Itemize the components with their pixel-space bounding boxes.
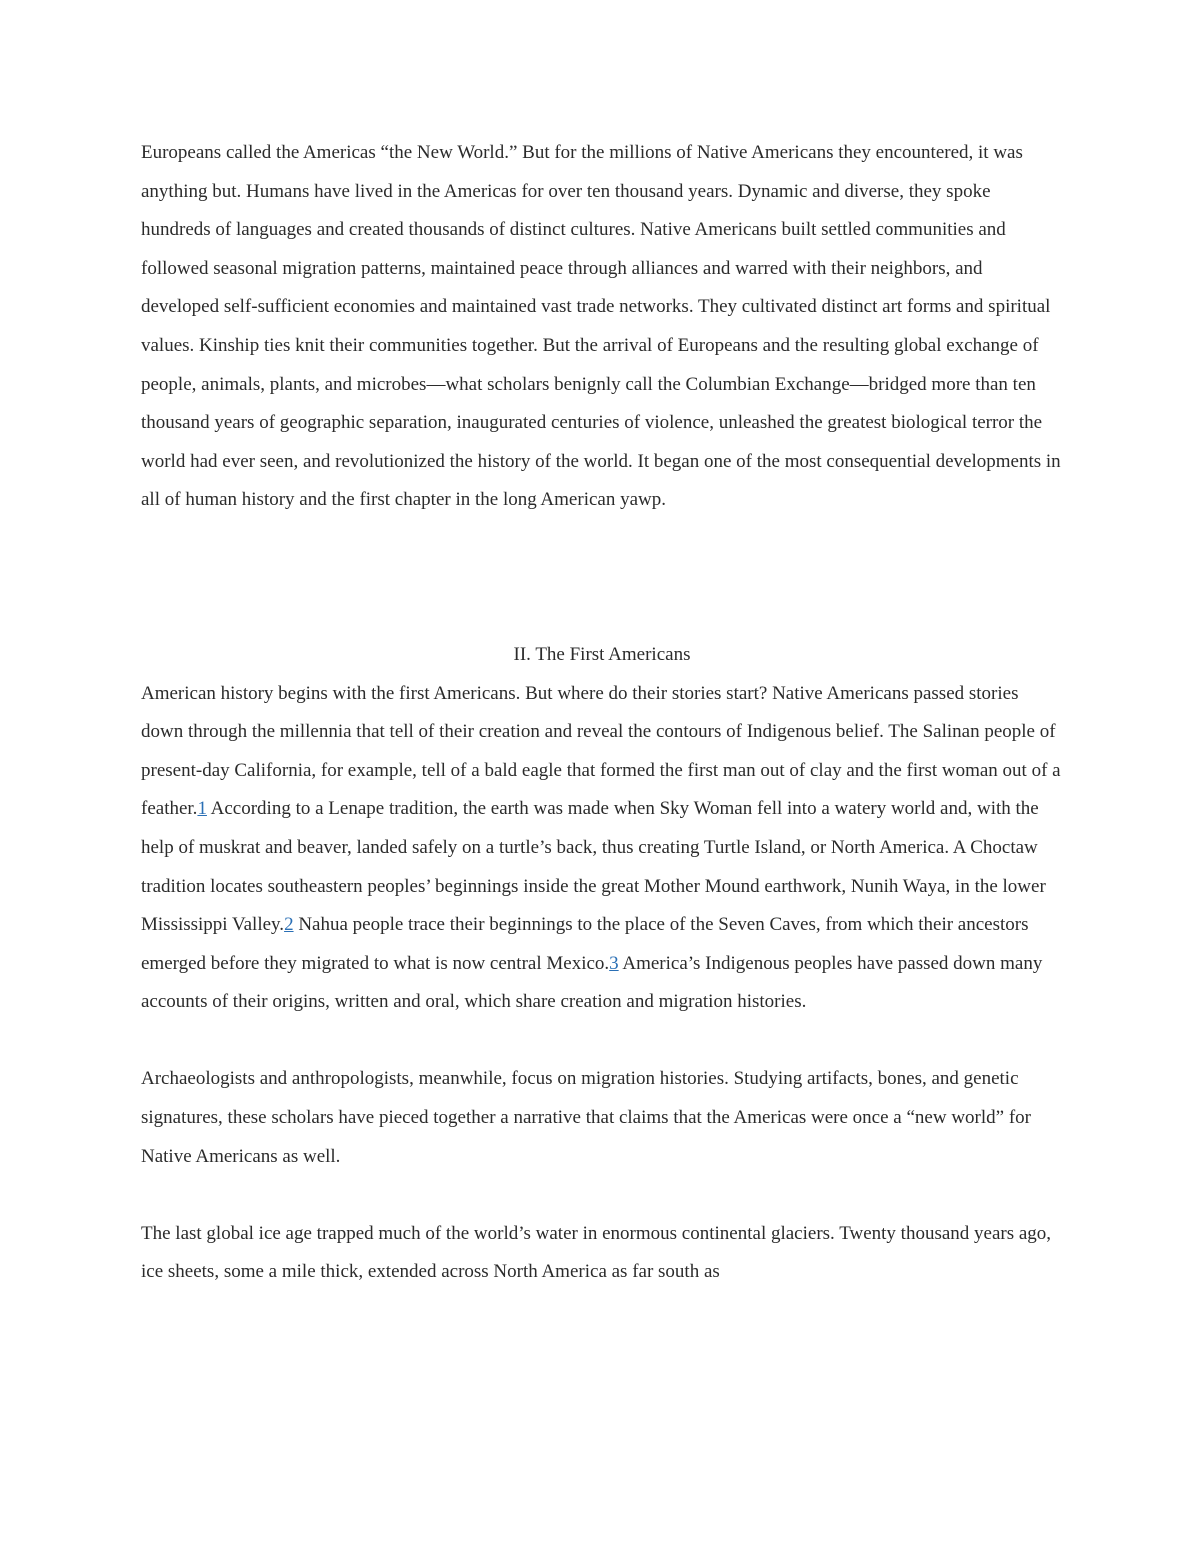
paragraph-text: According to a Lenape tradition, the earth was made when Sky Woman fell into a watery world and, with the help of muskrat and beaver, landed safely on a turtle’s back, thus creating Turtle Island, or North America. A Choctaw tradition locates southeastern peoples’ beginnings inside the great Mother Mound earthwork, Nunih Waya, in the lower Mississippi Valley. xyxy=(141,798,1046,936)
first-americans-paragraph-3: The last global ice age trapped much of the world’s water in enormous continental glaciers. Twenty thousand years ago, ice sheets, some a mile thick, extended across North America as far south as xyxy=(141,1222,1052,1283)
section-spacer xyxy=(141,520,1063,636)
paragraph-spacer xyxy=(141,1022,1063,1061)
footnote-link-3[interactable]: 3 xyxy=(609,952,619,974)
footnote-link-1[interactable]: 1 xyxy=(197,798,207,820)
paragraph-text: America’s Indigenous peoples have passed down many accounts of their origins, written and oral, which share creation and migration histories. xyxy=(141,952,1043,1013)
first-americans-paragraph-2: Archaeologists and anthropologists, meanwhile, focus on migration histories. Studying artifacts, bones, and genetic signatures, these scholars have pieced together a narrative that claims that the Americas were once a “new world” for Native Americans as well. xyxy=(141,1068,1031,1167)
document-page xyxy=(141,134,1063,1292)
paragraph-text: Nahua people trace their beginnings to the place of the Seven Caves, from which their ancestors emerged before they migrated to what is now central Mexico. xyxy=(141,914,1029,974)
intro-paragraph: Europeans called the Americas “the New World.” But for the millions of Native Americans they encountered, it was anything but. Humans have lived in the Americas for over ten thousand years. Dynamic and diverse, they spoke hundreds of languages and created thousands of distinct cultures. Native Americans built settled communities and followed seasonal migration patterns, maintained peace through alliances and warred with their neighbors, and developed self-sufficient economies and maintained vast trade networks. They cultivated distinct art forms and spiritual values. Kinship ties knit their communities together. But the arrival of Europeans and the resulting global exchange of people, animals, plants, and microbes—what scholars benignly call the Columbian Exchange—bridged more than ten thousand years of geographic separation, inaugurated centuries of violence, unleashed the greatest biological terror the world had ever seen, and revolutionized the history of the world. It began one of the most consequential developments in all of human history and the first chapter in the long American yawp. xyxy=(141,142,1061,511)
footnote-link-2[interactable]: 2 xyxy=(284,914,294,936)
first-americans-paragraph-1 xyxy=(141,675,1063,1022)
paragraph-text: American history begins with the first Americans. But where do their stories start? Native Americans passed stories down through the millennia that tell of their creation and reveal the contours of Indigenous belief. The Salinan people of present-day California, for example, tell of a bald eagle that formed the first man out of clay and the first woman out of a feather. xyxy=(141,682,1061,820)
paragraph-spacer xyxy=(141,1176,1063,1215)
section-heading: II. The First Americans xyxy=(513,643,691,665)
